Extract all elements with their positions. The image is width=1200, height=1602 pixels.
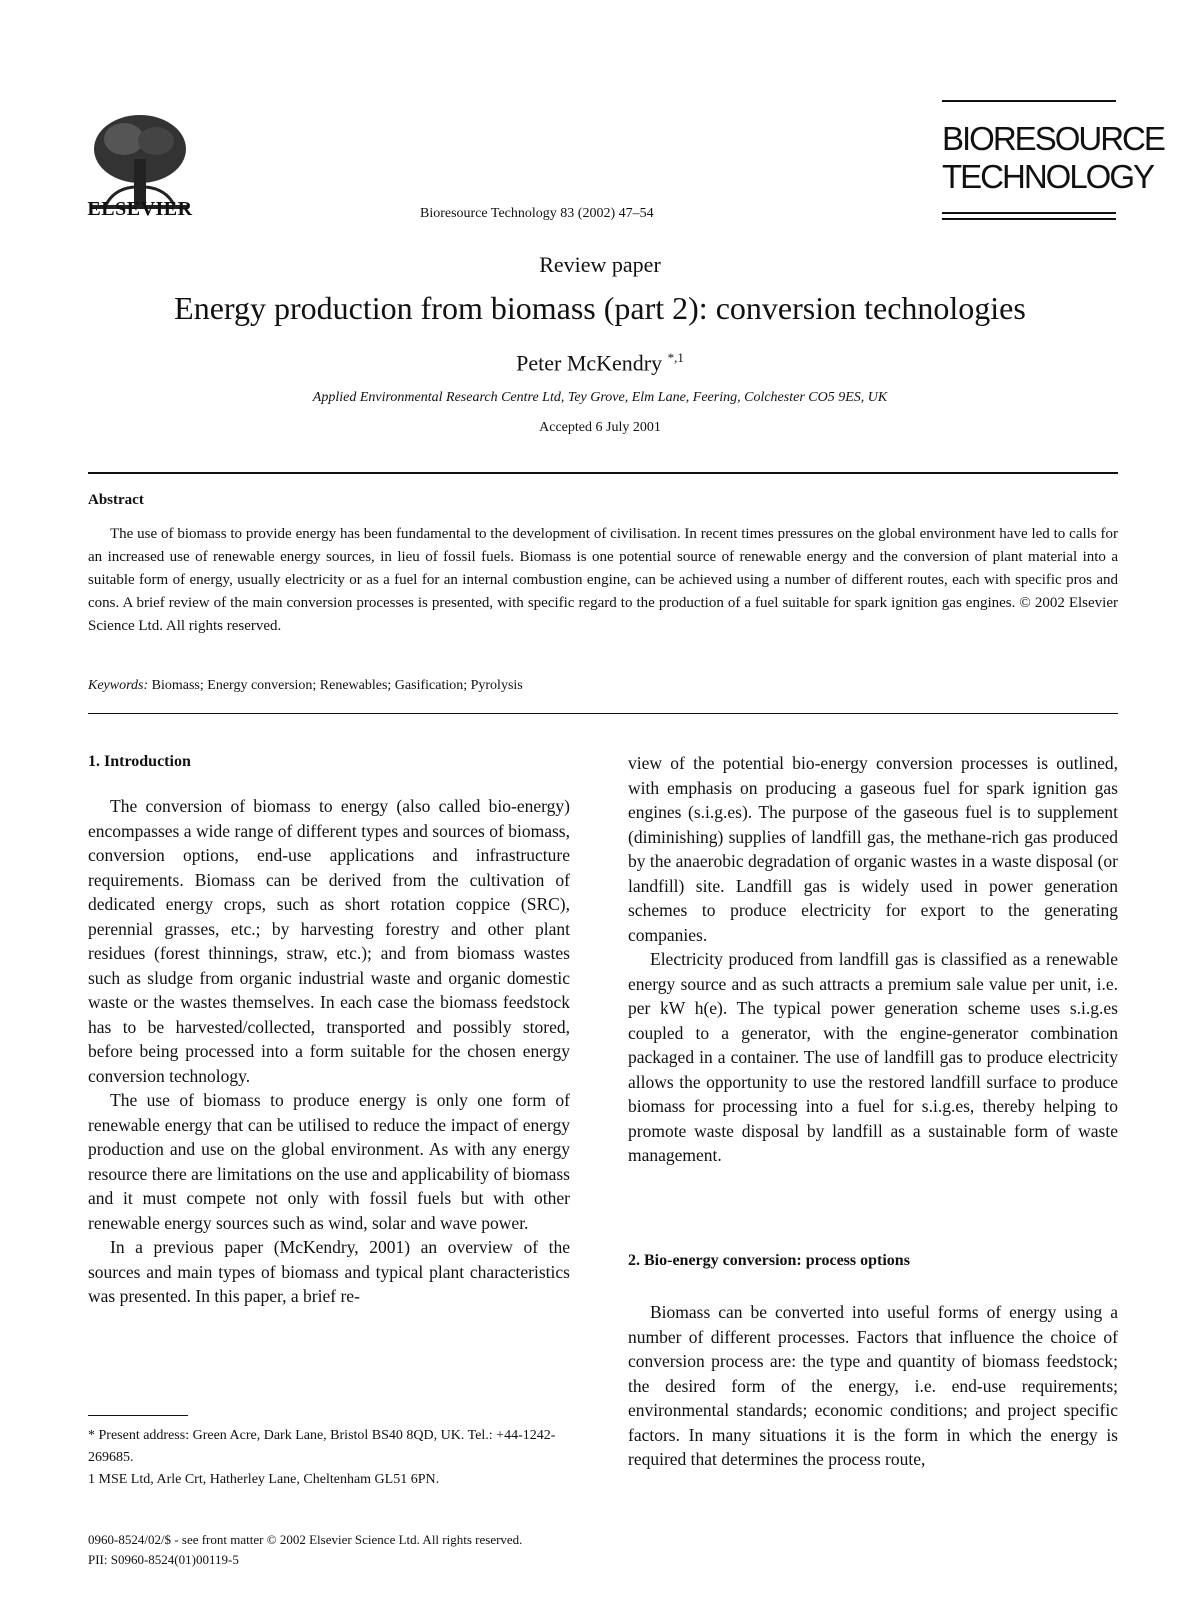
journal-brand-line1: BIORESOURCE [942, 120, 1164, 157]
intro-paragraph-1: The conversion of biomass to energy (also called bio-energy) encompasses a wide range of different types and sources of biomass, conversion options, end-use applications and infrastructure requirements. Biomass can be derived from the cultivation of dedicated energy crops, such as short rotation coppice (SRC), perennial grasses, etc.; by harvesting forestry and other plant residues (forest thinnings, straw, etc.); and from biomass wastes such as sludge from organic industrial waste and organic domestic waste or the wastes themselves. In each case the biomass feedstock has to be harvested/collected, transported and possibly stored, before being processed into a form suitable for the chosen energy conversion technology. [88, 796, 570, 1086]
paper-type: Review paper [539, 252, 661, 277]
footnote-1: * Present address: Green Acre, Dark Lane, Bristol BS40 8QD, UK. Tel.: +44-1242-269685. [88, 1428, 556, 1465]
right-column-section-2 [628, 1300, 1118, 1472]
journal-citation: Bioresource Technology 83 (2002) 47–54 [420, 206, 654, 221]
brand-rule-top [942, 100, 1116, 102]
author-line [0, 350, 1200, 376]
keywords-label: Keywords: [88, 678, 149, 693]
intro-paragraph-2: The use of biomass to produce energy is only one form of renewable energy that can be utilised to reduce the impact of energy production and use on the global environment. As with any energy resource there are limitations on the use and applicability of biomass and it must compete not only with fossil fuels but with other renewable energy sources such as wind, solar and wave power. [88, 1090, 570, 1233]
paper-title: Energy production from biomass (part 2): conversion technologies [174, 290, 1026, 326]
author-affiliation: Applied Environmental Research Centre Ltd, Tey Grove, Elm Lane, Feering, Colchester CO5 9ES, UK [312, 390, 888, 405]
brand-rule-bottom-2 [942, 218, 1116, 220]
intro-paragraph-4: Electricity produced from landfill gas is classified as a renewable energy source and as such attracts a premium sale value per unit, i.e. per kW h(e). The typical power generation scheme uses s.i.g.es coupled to a generator, with the engine-generator combination packaged in a container. The use of landfill gas to produce electricity allows the opportunity to use the restored landfill surface to produce biomass for processing into a fuel for s.i.g.es, thereby helping to promote waste disposal by landfill as a sustainable form of waste management. [628, 949, 1118, 1165]
keywords-list: Biomass; Energy conversion; Renewables; Gasification; Pyrolysis [151, 678, 523, 693]
intro-paragraph-3: In a previous paper (McKendry, 2001) an overview of the sources and main types of biomass and typical plant characteristics was presented. In this paper, a brief re- [88, 1237, 570, 1306]
pii-line: PII: S0960-8524(01)00119-5 [88, 1552, 239, 1567]
journal-brand-line2: TECHNOLOGY [942, 158, 1154, 195]
abstract-body: The use of biomass to provide energy has been fundamental to the development of civilisation. In recent times pressures on the global environment have led to calls for an increased use of renewable energy sources, in lieu of fossil fuels. Biomass is one potential source of renewable energy and the conversion of plant material into a suitable form of energy, usually electricity or as a fuel for an internal combustion engine, can be achieved using a number of different routes, each with specific pros and cons. A brief review of the main conversion processes is presented, with specific regard to the production of a fuel suitable for spark ignition gas engines. © 2002 Elsevier Science Ltd. All rights reserved. [88, 526, 1118, 634]
accepted-date: Accepted 6 July 2001 [539, 420, 661, 435]
section-heading-introduction: 1. Introduction [88, 753, 191, 770]
footnotes [88, 1425, 570, 1491]
abstract-heading: Abstract [88, 492, 144, 508]
copyright-line: 0960-8524/02/$ - see front matter © 2002 Elsevier Science Ltd. All rights reserved. [88, 1532, 523, 1547]
section-heading-bioenergy-conversion: 2. Bio-energy conversion: process options [628, 1252, 910, 1269]
publisher-name: ELSEVIER [87, 198, 193, 220]
keywords-line [88, 678, 523, 694]
brand-rule-bottom-1 [942, 212, 1116, 214]
author-name: Peter McKendry [516, 350, 663, 376]
right-column [628, 751, 1118, 1168]
footnote-2: 1 MSE Ltd, Arle Crt, Hatherley Lane, Cheltenham GL51 6PN. [88, 1472, 440, 1487]
left-column [88, 794, 570, 1309]
author-footnote-marks[interactable]: *,1 [667, 350, 684, 365]
abstract-top-rule [88, 472, 1118, 474]
bio-paragraph-1: Biomass can be converted into useful forms of energy using a number of different processes. Factors that influence the choice of conversion process are: the type and quantity of biomass feedstock; the desired form of the energy, i.e. end-use requirements; environmental standards; economic conditions; and project specific factors. In many situations it is the form in which the energy is required that determines the process route, [628, 1302, 1118, 1469]
intro-paragraph-3-continued: view of the potential bio-energy conversion processes is outlined, with emphasis on producing a gaseous fuel for spark ignition gas engines (s.i.g.es). The purpose of the gaseous fuel is to supplement (diminishing) supplies of landfill gas, the methane-rich gas produced by the anaerobic degradation of organic wastes in a waste disposal (or landfill) site. Landfill gas is widely used in power generation schemes to produce electricity for export to the generating companies. [628, 753, 1118, 945]
abstract-bottom-rule [88, 713, 1118, 714]
copyright-block [88, 1530, 522, 1570]
footnote-rule [88, 1415, 188, 1416]
